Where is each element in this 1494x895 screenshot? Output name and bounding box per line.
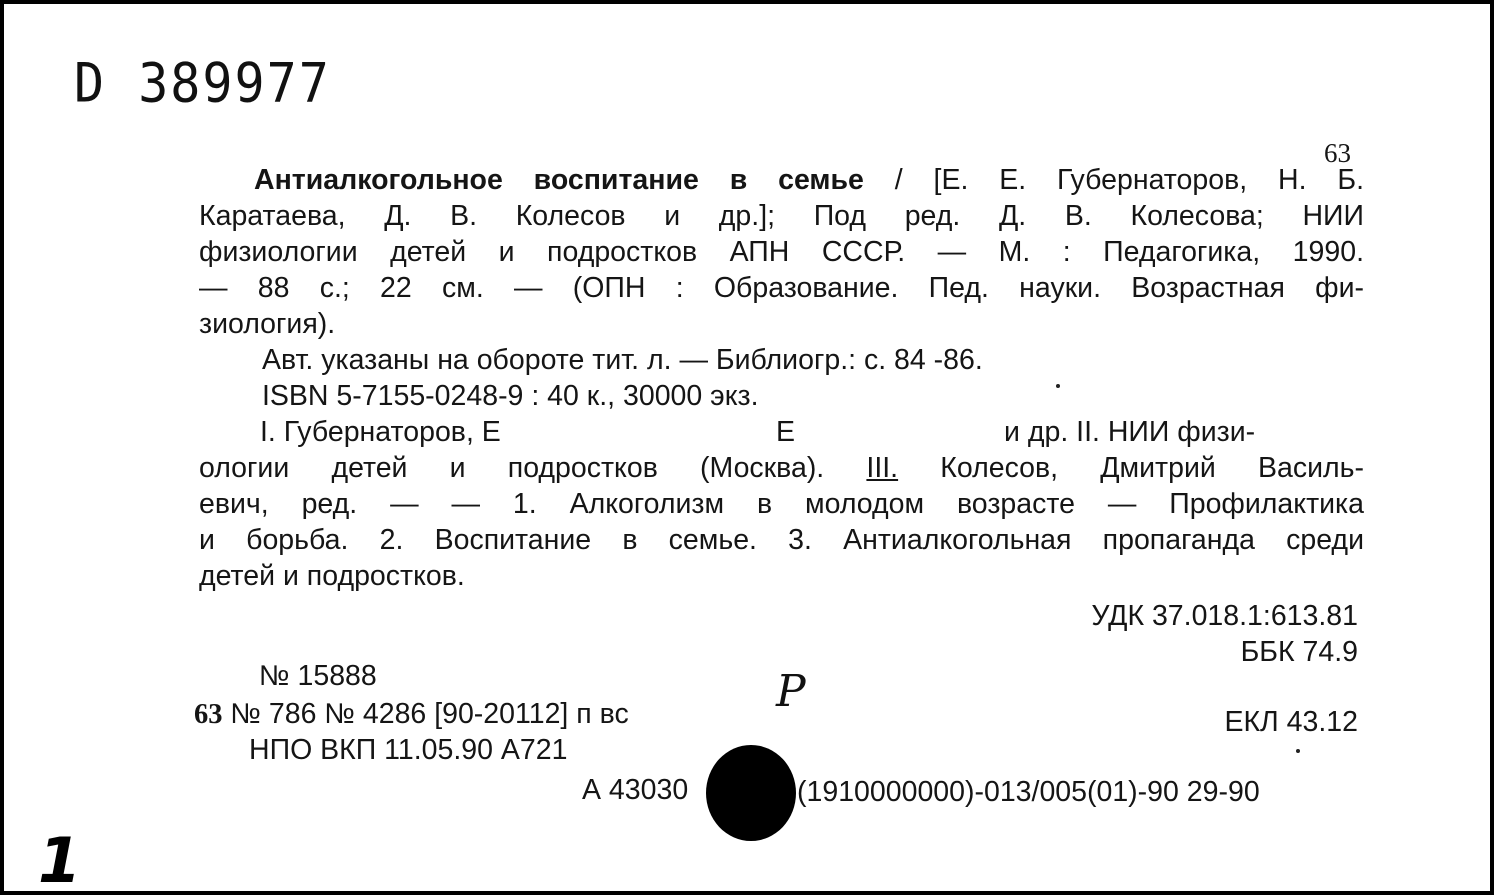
npo-line: НПО ВКП 11.05.90 А721	[249, 734, 568, 766]
bbk-code: ББК 74.9	[1240, 636, 1358, 668]
code-left: А 43030	[582, 774, 689, 806]
book-title: Антиалкогольное воспитание в семье	[254, 164, 864, 196]
speck	[1056, 384, 1060, 388]
index-2-pre: ологии детей и подростков (Москва).	[199, 452, 867, 484]
isbn-line: ISBN 5-7155-0248-9 : 40 к., 30000 экз.	[262, 380, 759, 412]
index-1c: и др. II. НИИ физи-	[1004, 416, 1256, 448]
index-line-3: евич, ред. — — 1. Алкоголизм в молодом возрасте — Профилактика	[199, 488, 1364, 520]
card-number: № 15888	[259, 660, 377, 692]
authors-part: / [Е. Е. Губернаторов, Н. Б.	[863, 164, 1364, 196]
ink-blot	[706, 745, 796, 841]
page-ref: 63	[1324, 138, 1351, 168]
title-line	[254, 164, 1364, 196]
index-1b: Е	[776, 416, 796, 448]
inventory-number: D 389977	[74, 51, 331, 115]
index-line-4: и борьба. 2. Воспитание в семье. 3. Антиалкогольная пропаганда среди	[199, 524, 1364, 556]
description-line-5: зиология).	[199, 308, 336, 340]
udk-code: УДК 37.018.1:613.81	[1091, 600, 1358, 632]
order-line	[194, 698, 629, 731]
description-line-2: Каратаева, Д. В. Колесов и др.]; Под ред. Д. В. Колесова; НИИ	[199, 200, 1364, 232]
description-line-4: — 88 с.; 22 см. — (ОПН : Образование. Пед. науки. Возрастная фи-	[199, 272, 1364, 304]
index-line-2	[199, 452, 1364, 484]
order-details: № 786 № 4286 [90-20112] п вс	[222, 698, 629, 730]
speck	[1296, 749, 1300, 753]
code-right: (1910000000)-013/005(01)-90 29-90	[797, 776, 1260, 808]
note-line: Авт. указаны на обороте тит. л. — Библиогр.: с. 84 -86.	[262, 344, 983, 376]
index-2-mark: III.	[866, 452, 899, 484]
index-2-post: Колесов, Дмитрий Василь-	[898, 452, 1364, 484]
ekl-code: ЕКЛ 43.12	[1224, 706, 1358, 738]
index-1a: I. Губернаторов, Е	[260, 416, 501, 448]
index-line-5: детей и подростков.	[199, 560, 465, 592]
description-line-3: физиологии детей и подростков АПН СССР. — М. : Педагогика, 1990.	[199, 236, 1364, 268]
handwritten-mark: Р	[776, 666, 806, 717]
order-prefix: 63	[194, 699, 223, 730]
corner-mark: 1	[38, 824, 82, 895]
